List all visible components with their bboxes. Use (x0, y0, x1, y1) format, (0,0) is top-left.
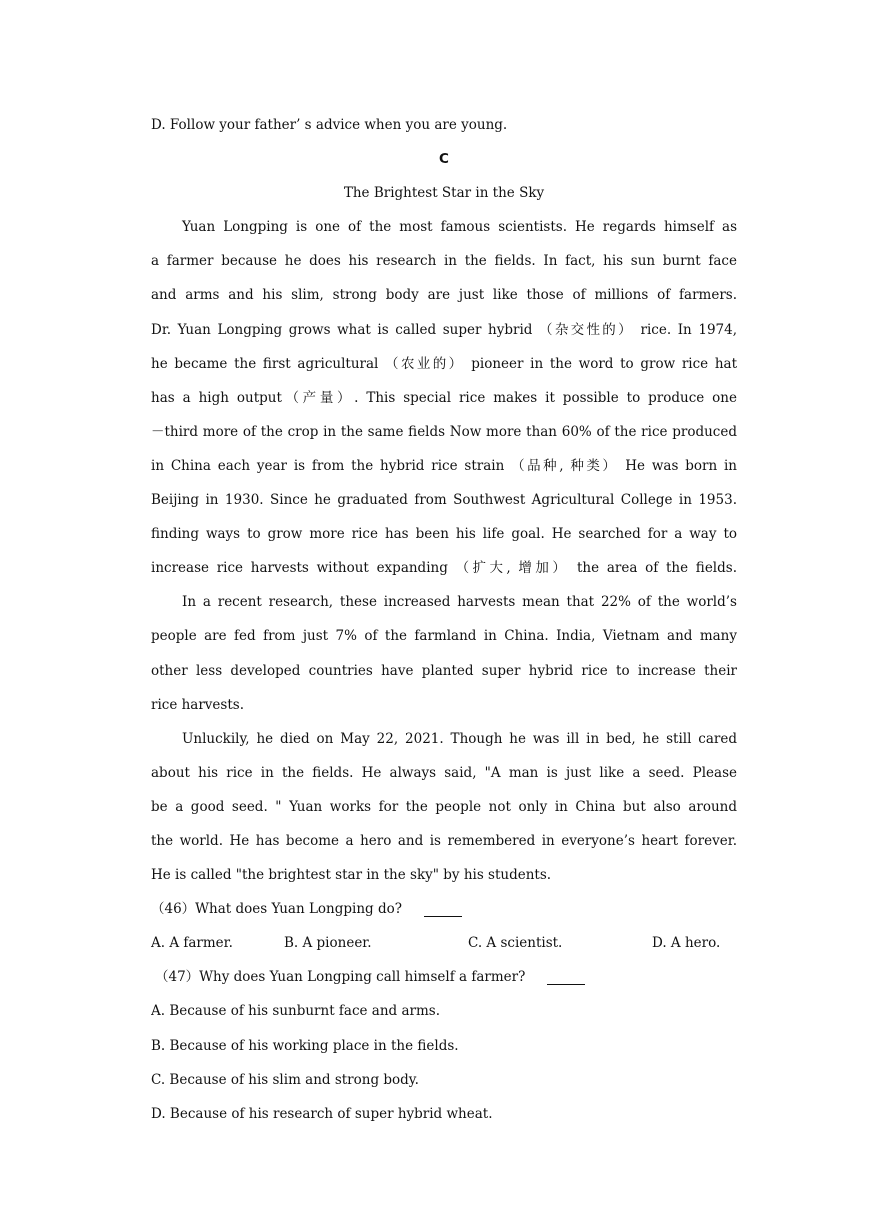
passage-line: in China each year is from the hybrid rice strain （品种, 种类） He was born in (151, 457, 737, 474)
answer-blank-46[interactable] (424, 902, 462, 917)
passage-line: other less developed countries have planted super hybrid rice to increase their (151, 662, 737, 679)
question-47-text: （47）Why does Yuan Longping call himself a farmer? (155, 969, 526, 986)
previous-option-d: D. Follow your father’ s advice when you are young. (151, 117, 508, 133)
passage-line: In a recent research, these increased harvests mean that 22% of the world’s (182, 594, 737, 611)
option-c[interactable]: C. Because of his slim and strong body. (151, 1071, 419, 1088)
passage-line: Beijing in 1930. Since he graduated from Southwest Agricultural College in 1953. (151, 492, 737, 509)
passage-line: and arms and his slim, strong body are just like those of millions of farmers. (151, 287, 737, 304)
question-47-stem (151, 960, 737, 994)
passage-line: people are fed from just 7% of the farmland in China. India, Vietnam and many (151, 628, 737, 645)
option-a[interactable]: A. Because of his sunburnt face and arms. (151, 1003, 441, 1020)
passage-line: increase rice harvests without expanding （扩大, 增加） the area of the fields. (151, 560, 737, 577)
option-b[interactable]: B. A pioneer. (284, 935, 372, 952)
passage-paragraph-3 (151, 722, 737, 892)
passage-line: the world. He has become a hero and is remembered in everyone’s heart forever. (151, 832, 737, 849)
option-d[interactable]: D. Because of his research of super hybrid wheat. (151, 1105, 493, 1122)
passage-line: He is called "the brightest star in the sky" by his students. (151, 867, 552, 884)
answer-blank-47[interactable] (547, 970, 585, 985)
passage-line: Dr. Yuan Longping grows what is called super hybrid （杂交性的） rice. In 1974, (151, 321, 737, 338)
passage-line: finding ways to grow more rice has been his life goal. He searched for a way to (151, 526, 737, 543)
passage-line: be a good seed. " Yuan works for the people not only in China but also around (151, 798, 737, 815)
passage-line: －third more of the crop in the same fields Now more than 60% of the rice produced (151, 423, 737, 440)
option-b[interactable]: B. Because of his working place in the fields. (151, 1037, 459, 1054)
question-46 (151, 892, 737, 960)
question-47 (151, 960, 737, 1130)
passage-line: a farmer because he does his research in the fields. In fact, his sun burnt face (151, 253, 737, 270)
passage-title: The Brightest Star in the Sky (343, 185, 545, 202)
passage-paragraph-2 (151, 585, 737, 721)
passage-line: Unluckily, he died on May 22, 2021. Though he was ill in bed, he still cared (182, 730, 737, 747)
option-a[interactable]: A. A farmer. (151, 935, 233, 952)
question-46-options (151, 926, 737, 960)
passage-line: has a high output（产量）. This special rice makes it possible to produce one (151, 389, 737, 406)
passage-paragraph-1 (151, 210, 737, 585)
passage-line: rice harvests. (151, 696, 244, 713)
option-c[interactable]: C. A scientist. (468, 935, 563, 952)
passage-line: Yuan Longping is one of the most famous scientists. He regards himself as (182, 219, 737, 236)
passage-line: he became the first agricultural （农业的） pioneer in the word to grow rice hat (151, 355, 737, 372)
question-46-stem (151, 892, 737, 926)
question-46-text: （46）What does Yuan Longping do? (151, 901, 402, 918)
passage-line: about his rice in the fields. He always said, "A man is just like a seed. Please (151, 764, 737, 781)
document-page (151, 108, 737, 1131)
option-d[interactable]: D. A hero. (652, 935, 721, 952)
section-letter: C (439, 151, 449, 168)
